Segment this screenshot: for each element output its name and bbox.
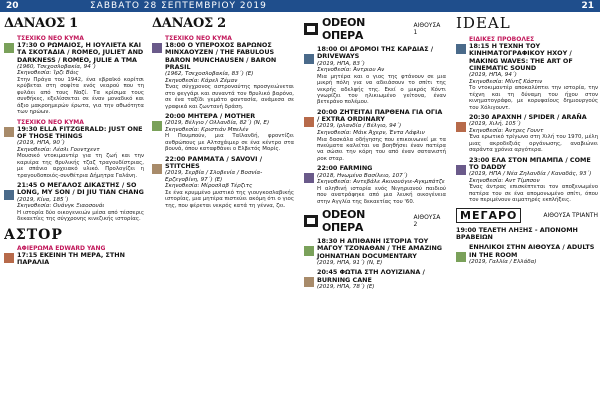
odeon-logo-icon [304, 23, 318, 35]
entry-meta: (2019, Κίνα, 185΄) [17, 196, 69, 203]
film-thumbnail [4, 253, 14, 263]
entry-title: 18:00 ΟΙ ΔΡΟΜΟΙ ΤΗΣ ΚΑΡΔΙΑΣ / DRIVEWAYS [317, 45, 434, 61]
entry-director: Σκηνοθεσία: Άντριου Αν [317, 67, 385, 74]
entry-title: 20:45 ΦΩΤΙΑ ΣΤΗ ΛΟΥΙΖΙΑΝΑ / BURNING CANE [317, 268, 425, 284]
entry-title: 19:30 ELLA FITZGERALD: JUST ONE OF THOSE THINGS [17, 124, 143, 140]
schedule-entry [304, 165, 446, 205]
film-thumbnail [304, 277, 314, 287]
film-thumbnail [456, 165, 466, 175]
entry-time: 22:00 [165, 154, 186, 163]
venue-logo-danaos-1: ΔΑΝΑΟΣ 1 [4, 16, 78, 31]
schedule-entry [4, 245, 144, 267]
entry-category: ΕΙΔΙΚΕΣ ΠΡΟΒΟΛΕΣ [469, 36, 535, 43]
entry-title: 17:15 ΕΚΕΙΝΗ ΤΗ ΜΕΡΑ, ΣΤΗΝ ΠΑΡΑΛΙΑ [17, 250, 125, 266]
schedule-entry [152, 35, 294, 110]
entry-meta: (1960, Τσεχοσλοβακία, 94΄) [17, 63, 96, 70]
entry-title: 20:00 ΜΗΤΕΡΑ / MOTHER [165, 112, 256, 120]
schedule-entry [152, 113, 294, 153]
entry-title: 22:00 ΡΑΜΜΑΤΑ / SAVOVI / STITCHES [165, 154, 263, 170]
entry-title: 20:30 ΑΡΑΧΝΗ / SPIDER / ARAÑA [469, 113, 587, 121]
entry-synopsis: Μια δασκάλα οδήγησης που επικοινωνεί με τα πνεύματα καλείται να βοηθήσει έναν πατέρα να σώσει την κόρη του από έναν σατανιστή ροκ σταρ. [317, 136, 446, 162]
entry-title: 20:00 ΖΗΤΕΙΤΑΙ ΠΑΡΘΕΝΑ ΓΙΑ ΟΓΙΑ / EXTRA ORDINARY [317, 107, 443, 124]
entry-meta: (2018, Ηνωμένο Βασίλειο, 107΄) [317, 172, 408, 179]
film-thumbnail [4, 190, 14, 200]
schedule-entry [456, 244, 598, 265]
venue-hall: ΑΙΘΟΥΣΑ 2 [413, 213, 441, 228]
entry-synopsis: Μουσικό ντοκιμαντέρ για τη ζωή και την καριέρα της θρυλικής τζαζ τραγουδίστριας, με σπάνιο αρχειακό υλικό. Προλογίζει η τραγουδοποιός-συνθέτρια Δήμητρα Γαλάνη. [17, 153, 144, 179]
entry-time: 17:30 [17, 41, 38, 49]
venue-logo-danaos-2: ΔΑΝΑΟΣ 2 [152, 16, 226, 31]
entry-time: 18:30 [317, 236, 338, 245]
odeon-logo-icon [304, 215, 318, 227]
entry-title: 18:00 Ο ΥΠΕΡΟΧΟΣ ΒΑΡΩΝΟΣ ΜΙΝΧΑΟΥΖΕΝ / THE FABULOUS BARON MUNCHAUSEN / BARON PRASIL [165, 41, 277, 71]
film-thumbnail [4, 43, 14, 53]
entry-director: Σκηνοθεσία: Ίρζι Βάις [17, 70, 79, 77]
entry-synopsis: Μια μητέρα και ο γιος της φτάνουν σε μια μικρή πόλη για να αδειάσουν το σπίτι της νεκρής αδελφής της. Εκεί ο μικρός Κόντι γνωρίζει τον ηλικιωμένο γείτονα, έναν βετεράνο πολέμου. [317, 73, 446, 106]
entry-time: 18:15 [469, 42, 490, 50]
entry-time: 20:30 [469, 113, 490, 121]
header-bar [0, 0, 600, 12]
entry-meta: (2019, ΗΠΑ / Νέα Ζηλανδία / Καναδάς, 93΄) [469, 171, 592, 178]
entry-title: ΕΝΗΛΙΚΟΙ ΣΤΗΝ ΑΙΘΟΥΣΑ / ADULTS IN THE ROOM [469, 243, 595, 259]
film-thumbnail [304, 246, 314, 256]
schedule-entry [304, 46, 446, 106]
schedule-entry [456, 157, 598, 204]
venue-name: ODEON ΟΠΕΡΑ [321, 16, 366, 42]
entry-director: Σκηνοθεσία: Μίντζ Κόστιν [469, 78, 543, 85]
schedule-entry [152, 156, 294, 210]
entry-meta: (2019, ΗΠΑ, 90΄) [17, 140, 65, 147]
venue-logo-ideal: IDEAL [456, 14, 511, 32]
entry-time: 19:00 [456, 225, 477, 234]
entry-meta: (2019, Γαλλία / Ελλάδα) [469, 258, 537, 265]
page-number-right: 21 [581, 1, 594, 11]
entry-synopsis: Ένας σύγχρονος αστροναύτης προσγειώνεται στο φεγγάρι και συναντά τον θρυλικό βαρόνο, σε ένα ταξίδι γεμάτο φαντασία, ανάμεσα σε γραφικά και ζωντανή δράση. [165, 84, 294, 110]
venue-hall: ΑΙΘΟΥΣΑ 1 [413, 22, 441, 36]
film-thumbnail [304, 54, 314, 64]
venue-logo-megaro: ΜΕΓΑΡΟ [456, 208, 521, 223]
entry-title: 22:00 FARMING [317, 164, 373, 173]
film-thumbnail [152, 121, 162, 131]
entry-time: 17:15 [17, 250, 38, 259]
schedule-entry [4, 119, 144, 179]
entry-director: Σκηνοθεσία: Κάρελ Ζέμαν [165, 77, 238, 84]
film-thumbnail [456, 122, 466, 132]
entry-title: 23:00 ΕΛΑ ΣΤΟΝ ΜΠΑΜΠΑ / COME TO DADDY [469, 155, 591, 171]
entry-time: 18:00 [317, 45, 338, 53]
film-thumbnail [304, 173, 314, 183]
entry-synopsis: Η Πουμπούν, μια Ταϊλανδή, φροντίζει ανθρώπους με Αλτσχάιμερ σε ένα κέντρο στα βουνά, όπου καταφθάνει ο Ελβετός Μορίς. [165, 133, 294, 153]
venue-name: ODEON ΟΠΕΡΑ [321, 207, 366, 234]
schedule-entry [456, 114, 598, 154]
entry-title: 17:30 Ο ΡΩΜΑΙΟΣ, Η ΙΟΥΛΙΕΤΑ ΚΑΙ ΤΑ ΣΚΟΤΑΔΙΑ / ROMEO, JULIET AND DARKNESS / ROMEO, JULIE A TMA [17, 41, 144, 64]
schedule-entry [456, 227, 598, 242]
schedule-entry [304, 238, 446, 266]
entry-time: 22:00 [317, 164, 338, 173]
issue-date: ΣΑΒΒΑΤΟ 28 ΣΕΠΤΕΜΒΡΙΟΥ 2019 [90, 1, 267, 11]
film-thumbnail [152, 164, 162, 174]
venue-hall: ΑΙΘΟΥΣΑ ΤΡΙΑΝΤΗ [543, 211, 598, 219]
column-danaos-2 [152, 14, 294, 400]
column-odeon-opera [304, 14, 446, 400]
schedule-entry [304, 109, 446, 162]
entry-category: ΤΣΕΧΙΚΟ ΝΕΟ ΚΥΜΑ [17, 35, 84, 42]
venue-logo-astor: ΑΣΤΟΡ [4, 226, 63, 243]
entry-category: ΤΣΕΧΙΚΟ ΝΕΟ ΚΥΜΑ [17, 118, 84, 126]
entry-meta: (2019, Σερβία / Σλοβενία / Βοσνία-Ερζεγοβίνη, 97΄) (Ε) [165, 170, 263, 183]
venue-header-megaro [456, 208, 598, 223]
entry-meta: (2019, ΗΠΑ, 94΄) [469, 72, 517, 79]
entry-meta: (2019, Ιρλανδία / Βέλγιο, 94΄) [317, 123, 402, 130]
entry-time: 20:00 [317, 107, 338, 116]
entry-category: ΑΦΙΕΡΩΜΑ EDWARD YANG [17, 244, 106, 252]
entry-meta: (2019, Βέλγιο / Ολλανδία, 82΄) (Ν, Ε) [165, 120, 270, 127]
entry-synopsis: Το ντοκιμαντέρ αποκαλύπτει την ιστορία, την τέχνη και τη δύναμη του ήχου στον κινηματογράφο, με κορυφαίους δημιουργούς του Χόλιγουντ. [469, 85, 598, 111]
entry-title: 21:45 Ο ΜΕΓΑΛΟΣ ΔΙΚΑΣΤΗΣ / SO LONG, MY SON / DI JIU TIAN CHANG [17, 180, 144, 197]
schedule-entry [456, 36, 598, 111]
entry-director: Σκηνοθεσία: Μίροσλαβ Τέρζιτς [165, 183, 253, 190]
entry-synopsis: Ένα ερωτικό τρίγωνο στη Χιλή του 1970, μέλη μιας ακροδεξιάς οργάνωσης, αναβιώνει σαράντα χρόνια αργότερα. [469, 134, 598, 154]
schedule-entry [4, 35, 144, 116]
entry-time: 23:00 [469, 155, 490, 164]
entry-time: 20:00 [165, 112, 186, 120]
page-number-left: 20 [6, 1, 19, 11]
entry-time: 21:45 [17, 180, 38, 189]
entry-title: 18:15 Η ΤΕΧΝΗ ΤΟΥ ΚΙΝΗΜΑΤΟΓΡΑΦΙΚΟΥ ΗΧΟΥ / MAKING WAVES: THE ART OF CINEMATIC SOUND [469, 42, 573, 72]
column-ideal [456, 14, 598, 400]
entry-title: 18:30 Η ΑΠΙΘΑΝΗ ΙΣΤΟΡΙΑ ΤΟΥ ΜΑΓΟΥ ΤΖΟΝΑΘΑΝ / THE AMAZING JOHNATHAN DOCUMENTARY [317, 236, 443, 260]
entry-category: ΤΣΕΧΙΚΟ ΝΕΟ ΚΥΜΑ [165, 35, 232, 42]
entry-director: Σκηνοθεσία: Άντρες Γουντ [469, 127, 544, 134]
entry-time: 20:45 [317, 268, 338, 277]
film-thumbnail [456, 44, 466, 54]
entry-director: Σκηνοθεσία: Αντ Τίμπσον [469, 177, 540, 184]
entry-synopsis: Σε ένα κρυμμένο μυστικό της γιουγκοσλαβικής ιστορίας, μια μητέρα πιστεύει ακόμη ότι ο γιος της, που φέρεται νεκρός κατά τη γέννα, ζει. [165, 190, 294, 209]
entry-synopsis: Η ιστορία δύο οικογενειών μέσα από τέσσερις δεκαετίες της σύγχρονης κινεζικής ιστορίας. [17, 209, 144, 223]
entry-time: 18:00 [165, 41, 186, 49]
film-thumbnail [456, 252, 466, 262]
film-thumbnail [152, 43, 162, 53]
column-danaos-1 [4, 14, 144, 400]
venue-header-odeon-2 [304, 208, 446, 234]
film-thumbnail [4, 127, 14, 137]
entry-synopsis: Στην Πράγα του 1942, ένα εβραϊκό κορίτσι κρύβεται στη σοφίτα ενός νεαρού που τη φυλάει από τους Ναζί. Τα κρίσιμα τους συνθήκες, εξελίσσεται σε έναν μοναδικό και άξιο μακροημερών έρωτα, για την αθωότητα των ηρώων. [17, 77, 144, 116]
schedule-entry [4, 182, 144, 223]
entry-title: 19:00 ΤΕΛΕΤΗ ΛΗΞΗΣ - ΑΠΟΝΟΜΗ ΒΡΑΒΕΙΩΝ [456, 225, 578, 241]
entry-director: Σκηνοθεσία: Ουάνγκ Ξιαοσουάι [17, 203, 105, 210]
entry-director: Σκηνοθεσία: Αντεβάλε Ακινουόγιε-Αγκμπάτζε [317, 179, 445, 186]
entry-time: 19:30 [17, 124, 38, 133]
entry-synopsis: Ένας άντρας επισκέπτεται τον αποξενωμένο πατέρα του σε ένα απομονωμένο σπίτι, όπου τον περιμένουν αιματηρές εκπλήξεις. [469, 184, 598, 204]
schedule-entry [304, 269, 446, 290]
entry-meta: (2019, Χιλή, 105΄) [469, 121, 521, 128]
entry-meta: (2019, ΗΠΑ, 91΄) (Ν, Ε) [317, 259, 383, 266]
entry-director: Σκηνοθεσία: Μάικ Άχερν, Έντα Λάφλιν [317, 130, 425, 136]
entry-director: Σκηνοθεσία: Κριστιάν Μπελέν [165, 126, 249, 133]
entry-meta: (2019, ΗΠΑ, 83΄) [317, 60, 365, 67]
entry-synopsis: Η αληθινή ιστορία ενός Νιγηριανού παιδιού που ανατράφηκε από μια λευκή οικογένεια στην Αγγλία της δεκαετίας του '60. [317, 185, 446, 205]
entry-director: Σκηνοθεσία: Λέσλι Γουντχεντ [17, 146, 100, 153]
entry-meta: (2019, ΗΠΑ, 78΄) (Ε) [317, 284, 375, 290]
film-thumbnail [304, 117, 314, 127]
entry-meta: (1962, Τσεχοσλοβακία, 83΄) (Ε) [165, 71, 254, 78]
venue-header-odeon-1 [304, 16, 446, 42]
